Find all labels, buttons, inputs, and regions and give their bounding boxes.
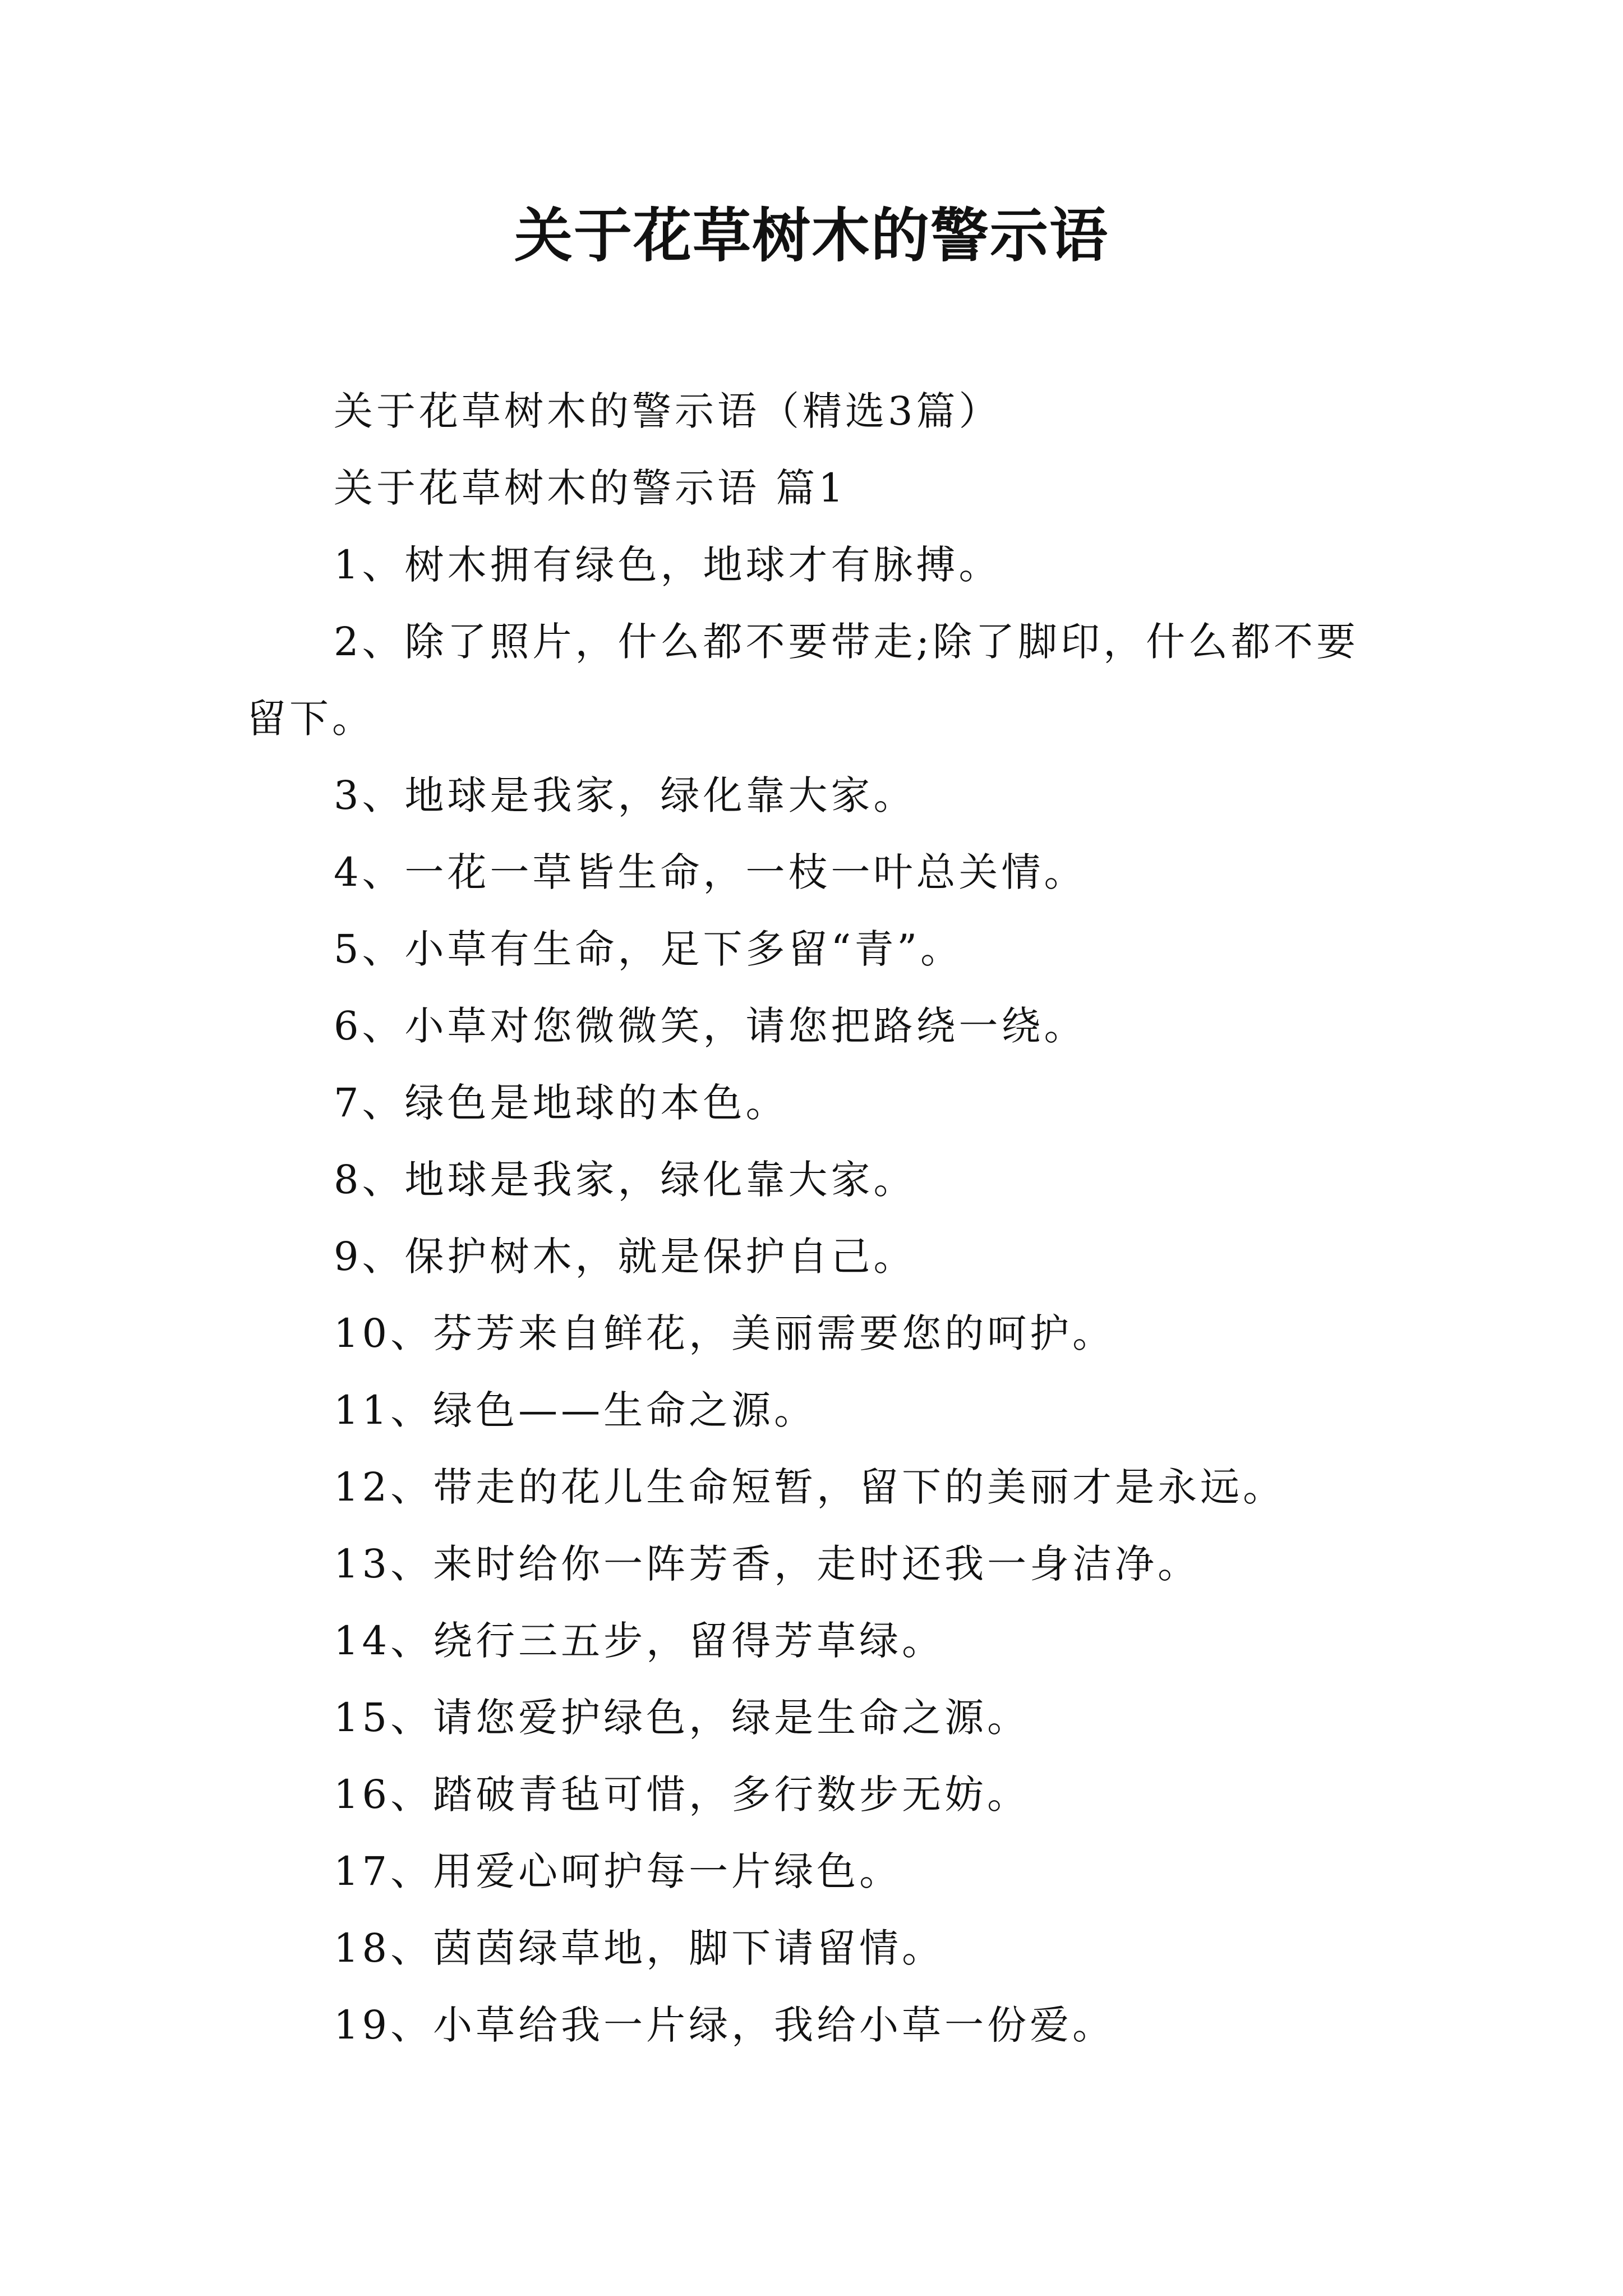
document-body — [247, 373, 1391, 2064]
paragraph-item: 9、保护树木，就是保护自己。 — [334, 1234, 916, 1280]
paragraph-item: 16、踏破青毡可惜，多行数步无妨。 — [334, 1772, 1030, 1818]
paragraph-subtitle: 关于花草树木的警示语（精选3篇） — [334, 388, 1002, 434]
paragraph-item: 3、地球是我家，绿化靠大家。 — [334, 772, 916, 818]
paragraph-item: 11、绿色——生命之源。 — [334, 1387, 817, 1433]
paragraph-item: 7、绿色是地球的本色。 — [334, 1080, 789, 1126]
paragraph-item: 18、茵茵绿草地，脚下请留情。 — [334, 1925, 945, 1971]
paragraph-item: 12、带走的花儿生命短暂，留下的美丽才是永远。 — [334, 1464, 1286, 1510]
paragraph-item: 2、除了照片，什么都不要带走;除了脚印，什么都不要留下。 — [247, 619, 1359, 742]
paragraph-item: 19、小草给我一片绿，我给小草一份爱。 — [334, 2002, 1115, 2048]
paragraph-item: 17、用爱心呵护每一片绿色。 — [334, 1848, 902, 1894]
paragraph-item: 8、地球是我家，绿化靠大家。 — [334, 1157, 916, 1203]
paragraph-item: 4、一花一草皆生命，一枝一叶总关情。 — [334, 849, 1087, 895]
paragraph-item: 14、绕行三五步，留得芳草绿。 — [334, 1618, 945, 1664]
paragraph-section-heading: 关于花草树木的警示语 篇1 — [334, 465, 847, 511]
paragraph-item: 6、小草对您微微笑，请您把路绕一绕。 — [334, 1003, 1087, 1049]
paragraph-item: 5、小草有生命，足下多留“青”。 — [334, 926, 963, 972]
paragraph-item: 1、树木拥有绿色，地球才有脉搏。 — [334, 542, 1002, 588]
paragraph-item: 15、请您爱护绿色，绿是生命之源。 — [334, 1695, 1030, 1741]
paragraph-item: 10、芬芳来自鲜花，美丽需要您的呵护。 — [334, 1310, 1115, 1356]
paragraph-item: 13、来时给你一阵芳香，走时还我一身洁净。 — [334, 1541, 1201, 1587]
document-title: 关于花草树木的警示语 — [514, 201, 1109, 270]
